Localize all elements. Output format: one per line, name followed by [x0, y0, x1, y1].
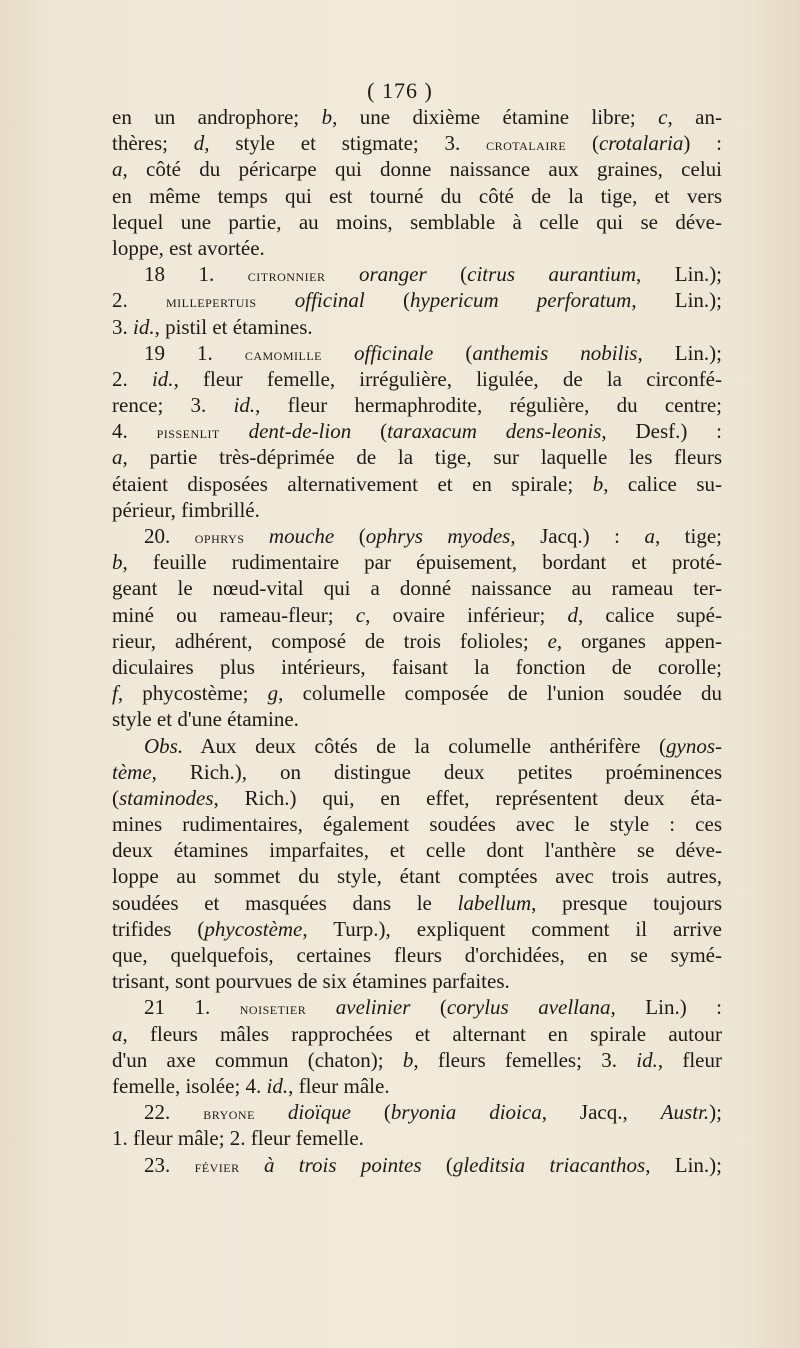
italic-text: mouche — [268, 524, 335, 548]
text-run: , phycostème; — [117, 681, 268, 706]
italic-text: phycostème — [204, 916, 303, 941]
text-line — [112, 994, 722, 1020]
text-run: , fleur femelle, irrégulière, ligulée, de la circonfé- — [173, 366, 722, 391]
text-run: 2. — [112, 288, 166, 313]
text-line — [112, 366, 722, 392]
text-line — [112, 811, 722, 837]
text-run: ( — [421, 1152, 453, 1177]
text-line — [112, 654, 722, 680]
text-line — [112, 549, 722, 575]
text-line — [112, 680, 722, 706]
text-run: loppe au sommet du style, étant comptées avec trois autres, — [112, 864, 722, 889]
text-run: , partie très-déprimée de la tige, sur laquelle les fleurs — [122, 445, 722, 470]
text-run: miné ou rameau-fleur; — [112, 602, 356, 627]
text-line — [112, 733, 722, 759]
italic-text: a — [112, 1021, 123, 1046]
text-run: ( — [433, 340, 473, 365]
text-line — [112, 340, 722, 366]
text-run: d'un axe commun (chaton); — [112, 1047, 403, 1072]
italic-text: b — [402, 1047, 414, 1072]
text-line — [112, 1073, 722, 1099]
small-caps-name: citronnier — [247, 266, 326, 286]
small-caps-name: ophrys — [194, 528, 245, 547]
text-run: ( — [350, 1100, 391, 1125]
text-line — [112, 314, 722, 340]
italic-text: taraxacum dens-leonis — [387, 419, 602, 444]
text-line — [112, 392, 722, 418]
text-line — [112, 1125, 722, 1151]
text-run: , fleur hermaphrodite, régulière, du centre; — [255, 393, 722, 418]
text-run: ( — [566, 131, 599, 156]
text-line — [112, 602, 722, 628]
italic-text: hypericum perforatum — [409, 288, 632, 313]
text-run: , Lin.); — [631, 288, 723, 313]
italic-text: crotalaria — [598, 131, 684, 156]
italic-text: oranger — [358, 262, 427, 287]
text-line — [112, 706, 722, 732]
small-caps-name: bryone — [203, 1104, 255, 1124]
text-run — [220, 419, 249, 443]
text-run: 18 1. — [144, 262, 248, 287]
italic-text: g — [267, 681, 279, 706]
text-run: 19 1. — [144, 340, 245, 365]
text-run: ( — [112, 785, 119, 810]
text-line — [112, 104, 722, 130]
text-run: femelle, isolée; 4. — [112, 1073, 267, 1098]
text-run — [322, 341, 354, 365]
text-run: , Lin.) : — [610, 995, 723, 1020]
text-line — [112, 837, 722, 863]
text-run: , Turp.), expliquent comment il arrive — [302, 916, 722, 941]
text-run: 2. — [112, 366, 152, 391]
text-line — [112, 287, 722, 313]
italic-text: labellum — [457, 890, 532, 915]
text-run: Aux deux côtés de la columelle anthérifère ( — [183, 733, 666, 758]
text-run: ( — [426, 262, 468, 287]
text-run: , presque toujours — [531, 890, 722, 915]
italic-text: e — [547, 628, 557, 653]
italic-text: avelinier — [335, 995, 411, 1020]
text-line — [112, 1099, 722, 1125]
text-run: , Lin.); — [645, 1152, 723, 1177]
text-run: deux étamines imparfaites, et celle dont l'anthère se déve- — [112, 838, 722, 863]
text-run: étaient disposées alternativement et en spirale; — [112, 471, 593, 496]
text-run: ); — [709, 1100, 722, 1125]
italic-text: b — [112, 550, 123, 575]
small-caps-name: févier — [194, 1156, 240, 1176]
text-run: soudées et masquées dans le — [112, 890, 458, 915]
text-run: , style et stigmate; 3. — [204, 131, 487, 156]
small-caps-name: crotalaire — [486, 135, 567, 155]
text-line — [112, 575, 722, 601]
text-run: , calice supé- — [577, 602, 722, 627]
italic-text: staminodes — [119, 785, 214, 810]
text-run: , Desf.) : — [601, 419, 723, 444]
text-run: 23. — [144, 1152, 195, 1177]
text-line — [112, 523, 722, 549]
text-run — [306, 995, 336, 1019]
text-run: , Lin.); — [637, 340, 722, 365]
italic-text: Obs. — [144, 733, 184, 758]
italic-text: citrus aurantium — [467, 262, 637, 287]
text-line — [112, 444, 722, 470]
italic-text: gleditsia triacanthos — [452, 1152, 646, 1177]
text-run: , Rich.), on distingue deux petites proéminences — [151, 759, 722, 784]
text-run: périeur, fimbrillé. — [112, 497, 260, 522]
italic-text: id. — [133, 314, 155, 339]
italic-text: tème — [112, 759, 152, 784]
text-run: geant le nœud-vital qui a donné naissance au rameau ter- — [112, 576, 722, 601]
text-run: , pistil et étamines. — [154, 314, 313, 339]
text-run: ( — [364, 288, 410, 313]
text-run: diculaires plus intérieurs, faisant la fonction de corolle; — [112, 654, 722, 679]
italic-text: ophrys myodes — [365, 524, 511, 548]
italic-text: id. — [151, 366, 174, 391]
text-run: , une dixième étamine libre; — [332, 105, 659, 129]
text-run: 22. — [144, 1100, 204, 1125]
text-run: , côté du péricarpe qui donne naissance aux graines, celui — [122, 157, 722, 182]
text-run: 21 1. — [144, 995, 240, 1020]
text-run: ( — [351, 419, 388, 444]
text-line — [112, 785, 722, 811]
text-line — [112, 1021, 722, 1047]
text-run — [244, 524, 268, 548]
text-run: , fleurs femelles; 3. — [413, 1047, 637, 1072]
text-run: 1. fleur mâle; 2. fleur femelle. — [112, 1126, 364, 1151]
italic-text: d — [567, 602, 578, 627]
italic-text: a — [112, 445, 123, 470]
text-run: , columelle composée de l'union soudée du — [278, 681, 723, 706]
text-line — [112, 863, 722, 889]
text-line — [112, 471, 722, 497]
italic-text: Austr. — [660, 1100, 710, 1125]
italic-text: id. — [233, 393, 256, 418]
text-run — [257, 288, 295, 312]
text-line — [112, 183, 722, 209]
italic-text: a — [112, 157, 123, 182]
italic-text: à trois pointes — [263, 1152, 422, 1177]
text-run: loppe, est avortée. — [112, 235, 265, 260]
italic-text: dioïque — [287, 1100, 351, 1125]
body-text — [112, 104, 722, 1178]
text-run: ) : — [683, 131, 722, 156]
italic-text: c — [355, 602, 366, 627]
text-run — [240, 1153, 264, 1177]
italic-text: a — [644, 524, 655, 548]
italic-text: officinal — [294, 288, 365, 313]
text-run: trisant, sont pourvues de six étamines parfaites. — [112, 969, 510, 994]
text-run: 20. — [144, 524, 195, 548]
text-run: , Jacq., — [541, 1100, 661, 1125]
text-run: , fleur mâle. — [288, 1073, 390, 1098]
italic-text: id. — [266, 1073, 289, 1098]
text-run: ( — [410, 995, 447, 1020]
italic-text: anthemis nobilis — [472, 340, 638, 365]
italic-text: dent-de-lion — [248, 419, 352, 444]
text-line — [112, 156, 722, 182]
text-line — [112, 209, 722, 235]
text-line — [112, 916, 722, 942]
text-line — [112, 942, 722, 968]
small-caps-name: camomille — [244, 344, 322, 364]
small-caps-name: pissenlit — [156, 423, 220, 443]
text-run: , calice su- — [603, 471, 722, 496]
italic-text: b — [592, 471, 604, 496]
text-run: , fleur — [657, 1047, 722, 1072]
italic-text: officinale — [354, 340, 434, 365]
text-line — [112, 497, 722, 523]
text-run — [255, 1100, 288, 1124]
text-run: rence; 3. — [112, 393, 234, 418]
text-run: , ovaire inférieur; — [365, 602, 568, 627]
text-line — [112, 235, 722, 261]
text-line — [112, 759, 722, 785]
italic-text: bryonia dioica — [390, 1100, 542, 1125]
text-line — [112, 890, 722, 916]
text-run: en un androphore; — [112, 105, 322, 129]
text-run: , tige; — [654, 524, 722, 548]
italic-text: f — [112, 681, 118, 706]
text-line — [112, 628, 722, 654]
text-run: , feuille rudimentaire par épuisement, bordant et proté- — [122, 550, 722, 575]
text-line — [112, 261, 722, 287]
text-run: mines rudimentaires, également soudées avec le style : ces — [112, 812, 722, 837]
text-run: style et d'une étamine. — [112, 707, 299, 732]
italic-text: c — [658, 105, 668, 129]
text-run: trifides ( — [112, 916, 205, 941]
italic-text: id. — [636, 1047, 658, 1072]
text-run: que, quelquefois, certaines fleurs d'orchidées, en se symé- — [112, 943, 722, 967]
italic-text: gynos- — [666, 733, 722, 758]
text-run: lequel une partie, au moins, semblable à celle qui se déve- — [112, 209, 722, 234]
text-line — [112, 1152, 722, 1178]
text-line — [112, 1047, 722, 1073]
text-run: , Jacq.) : — [510, 524, 645, 548]
text-run — [325, 262, 359, 286]
text-run: rieur, adhérent, composé de trois folioles; — [112, 628, 548, 653]
small-caps-name: noisetier — [239, 999, 307, 1019]
text-run: , fleurs mâles rapprochées et alternant en spirale autour — [122, 1021, 722, 1046]
text-run: , an- — [667, 105, 722, 129]
text-run: 3. — [112, 314, 133, 339]
italic-text: corylus avellana — [446, 995, 611, 1020]
text-run: , Lin.); — [636, 262, 723, 287]
text-line — [112, 418, 722, 444]
text-run: 4. — [112, 419, 157, 444]
page-number: ( 176 ) — [367, 78, 433, 103]
text-line — [112, 130, 722, 156]
text-run: thères; — [112, 131, 194, 156]
italic-text: d — [193, 131, 205, 156]
text-run: , organes appen- — [556, 628, 723, 653]
text-run: , Rich.) qui, en effet, représentent deux éta- — [213, 785, 722, 810]
text-run: ( — [334, 524, 366, 548]
text-run: en même temps qui est tourné du côté de la tige, et vers — [112, 183, 722, 208]
small-caps-name: millepertuis — [165, 292, 257, 312]
italic-text: b — [321, 105, 333, 129]
text-line — [112, 968, 722, 994]
